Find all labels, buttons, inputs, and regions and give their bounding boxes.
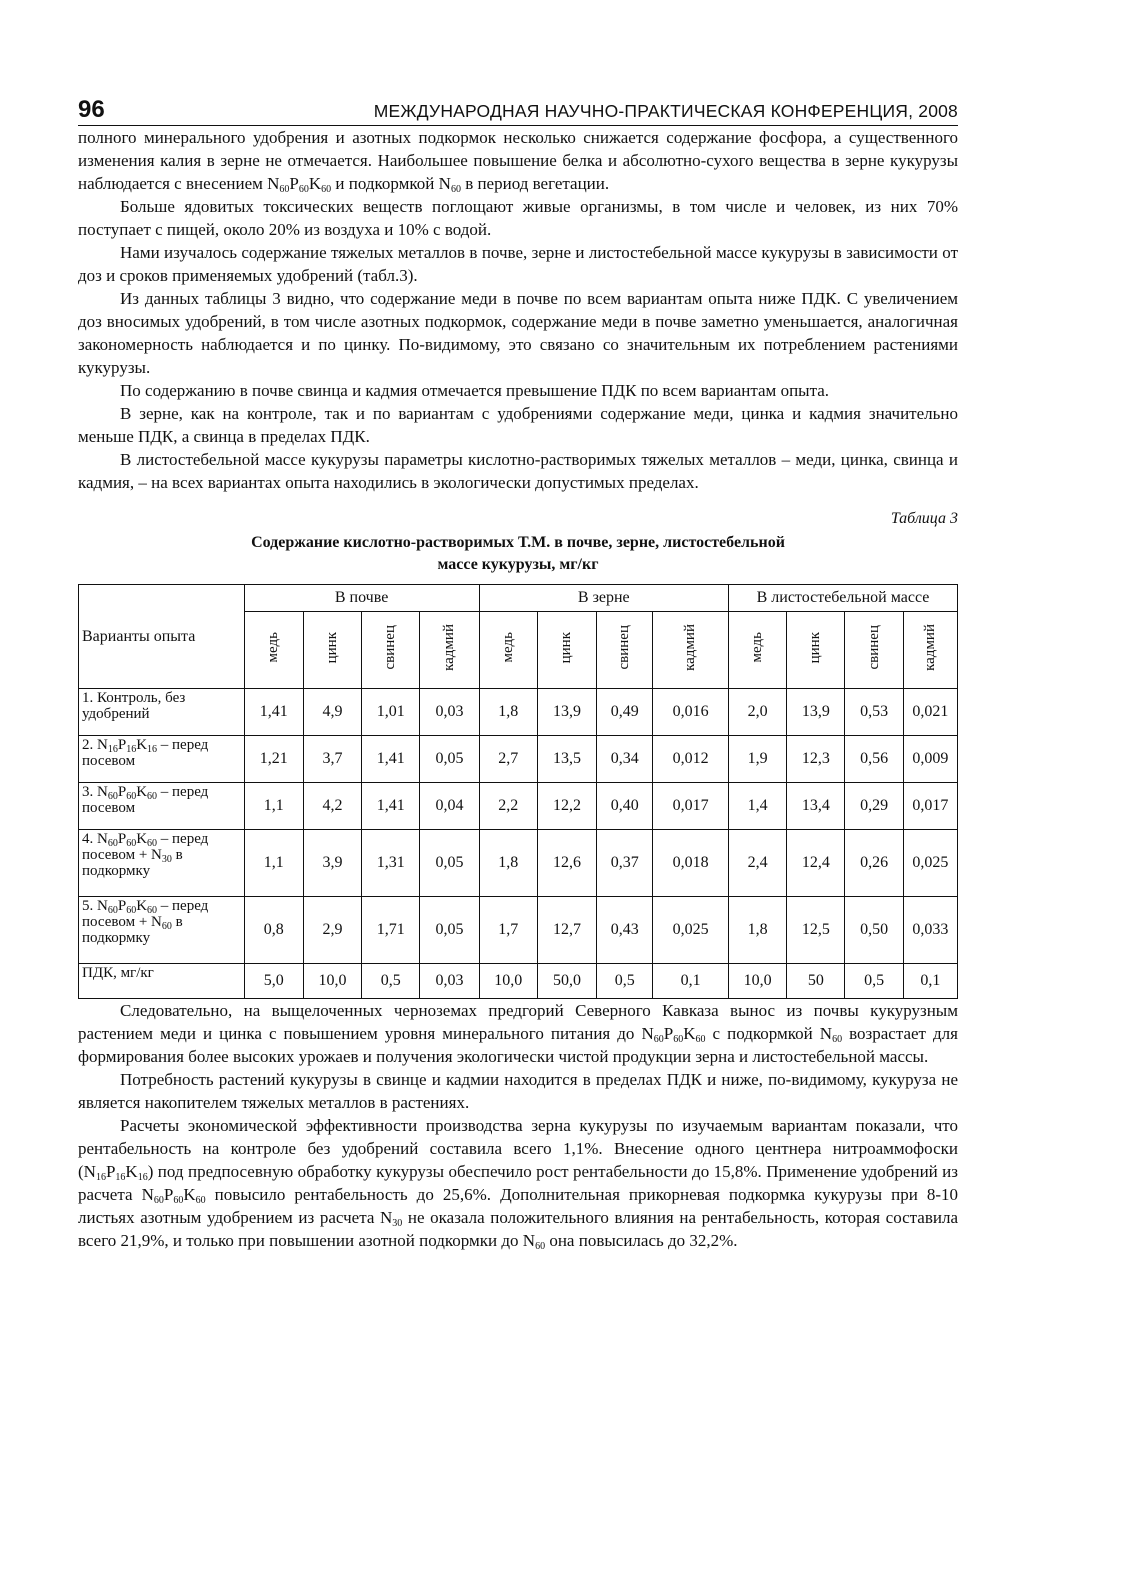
value-cell: 0,40 — [597, 783, 653, 830]
table-row — [79, 736, 958, 783]
value-cell: 3,7 — [303, 736, 361, 783]
value-cell: 2,4 — [728, 830, 786, 897]
value-cell: 1,7 — [479, 897, 537, 964]
paragraph: Потребность растений кукурузы в свинце и кадмии находится в пределах ПДК и ниже, по-видимому, кукуруза не является накопителем тяжелых металлов в растениях. — [78, 1070, 958, 1112]
value-cell: 10,0 — [479, 964, 537, 999]
value-cell: 10,0 — [728, 964, 786, 999]
value-cell: 12,6 — [537, 830, 596, 897]
value-cell: 0,43 — [597, 897, 653, 964]
value-cell: 0,025 — [653, 897, 729, 964]
paragraph: По содержанию в почве свинца и кадмия отмечается превышение ПДК по всем вариантам опыта. — [120, 381, 830, 400]
value-cell: 0,017 — [653, 783, 729, 830]
value-cell: 1,1 — [244, 783, 303, 830]
variant-cell: ПДК, мг/кг — [79, 964, 245, 999]
value-cell: 0,1 — [653, 964, 729, 999]
variant-cell: 4. $N_{60}P_{60}K_{60}$ – перед посевом + $N_{30}$ в подкормку — [79, 830, 245, 897]
value-cell: 1,8 — [479, 830, 537, 897]
paragraph: Больше ядовитых токсических веществ поглощают живые организмы, в том числе и человек, из них 70% поступает с пищей, около 20% из воздуха и 10% с водой. — [78, 197, 958, 239]
value-cell: 0,37 — [597, 830, 653, 897]
table-row — [79, 830, 958, 897]
col-header: кадмий — [903, 612, 957, 689]
value-cell: 0,49 — [597, 689, 653, 736]
value-cell: 0,05 — [420, 897, 479, 964]
page-header — [78, 98, 958, 126]
value-cell: 0,018 — [653, 830, 729, 897]
document-page — [78, 98, 958, 1252]
value-cell: 0,04 — [420, 783, 479, 830]
table-row — [79, 897, 958, 964]
table-title — [78, 532, 958, 576]
group-header-soil: В почве — [244, 585, 479, 612]
value-cell: 0,05 — [420, 830, 479, 897]
col-header: медь — [728, 612, 786, 689]
value-cell: 5,0 — [244, 964, 303, 999]
value-cell: 13,9 — [537, 689, 596, 736]
col-header: медь — [479, 612, 537, 689]
value-cell: 0,56 — [845, 736, 903, 783]
value-cell: 1,71 — [362, 897, 420, 964]
value-cell: 4,2 — [303, 783, 361, 830]
value-cell: 0,017 — [903, 783, 957, 830]
value-cell: 1,4 — [728, 783, 786, 830]
col-header: цинк — [787, 612, 845, 689]
group-header-grain: В зерне — [479, 585, 728, 612]
table-title-line: массе кукурузы, мг/кг — [437, 556, 599, 573]
col-header: кадмий — [653, 612, 729, 689]
paragraph: Расчеты экономической эффективности производства зерна кукурузы по изучаемым вариантам показали, что рентабельность на контроле без удобрений составила всего 1,1%. Внесение одного центнера нитроаммофоски $(N_{16}P_{16}K_{16})$ под предпосевную обработку кукурузы обеспечило рост рентабельности до 15,8%. Применение удобрений из расчета $N_{60}P_{60}K_{60}$ повысило рентабельность до 25,6%. Дополнительная прикорневая подкормка кукурузы при 8-10 листьях азотным удобрением из расчета $N_{30}$ не оказала положительного влияния на рентабельность, которая составила всего 21,9%, и только при повышении азотной подкормки до $N_{60}$ она повысилась до 32,2%. — [78, 1116, 959, 1252]
value-cell: 0,033 — [903, 897, 957, 964]
paragraph: В листостебельной массе кукурузы параметры кислотно-растворимых тяжелых металлов – меди, цинка, свинца и кадмия, – на всех вариантах опыта находились в экологически допустимых пределах. — [78, 450, 958, 492]
value-cell: 4,9 — [303, 689, 361, 736]
page-number: 96 — [78, 96, 105, 123]
value-cell: 0,26 — [845, 830, 903, 897]
value-cell: 12,4 — [787, 830, 845, 897]
table-row — [79, 689, 958, 736]
value-cell: 0,03 — [420, 964, 479, 999]
value-cell: 0,34 — [597, 736, 653, 783]
value-cell: 1,41 — [244, 689, 303, 736]
value-cell: 3,9 — [303, 830, 361, 897]
paragraph: Нами изучалось содержание тяжелых металлов в почве, зерне и листостебельной массе кукурузы в зависимости от доз и сроков применяемых удобрений (табл.3). — [78, 243, 958, 285]
value-cell: 1,8 — [479, 689, 537, 736]
value-cell: 0,012 — [653, 736, 729, 783]
value-cell: 0,021 — [903, 689, 957, 736]
value-cell: 0,025 — [903, 830, 957, 897]
value-cell: 0,50 — [845, 897, 903, 964]
row-header: Варианты опыта — [79, 585, 245, 689]
value-cell: 12,5 — [787, 897, 845, 964]
variant-cell: 2. $N_{16}P_{16}K_{16}$ – перед посевом — [79, 736, 245, 783]
variant-cell: 3. $N_{60}P_{60}K_{60}$ – перед посевом — [79, 783, 245, 830]
table-row — [79, 783, 958, 830]
group-header-leaf-stem: В листостебельной массе — [728, 585, 957, 612]
value-cell: 0,05 — [420, 736, 479, 783]
table-label: Таблица 3 — [890, 510, 958, 527]
value-cell: 12,7 — [537, 897, 596, 964]
value-cell: 12,3 — [787, 736, 845, 783]
value-cell: 13,9 — [787, 689, 845, 736]
value-cell: 50 — [787, 964, 845, 999]
value-cell: 1,01 — [362, 689, 420, 736]
value-cell: 13,5 — [537, 736, 596, 783]
paragraph: Из данных таблицы 3 видно, что содержание меди в почве по всем вариантам опыта ниже ПДК. С увеличением доз вносимых удобрений, в том числе азотных подкормок, содержание меди в почве заметно уменьшается, аналогичная закономерность наблюдается и по цинку. По-видимому, это связано со значительным их потреблением растениями кукурузы. — [78, 289, 958, 377]
value-cell: 0,5 — [845, 964, 903, 999]
value-cell: 1,31 — [362, 830, 420, 897]
table-row — [79, 964, 958, 999]
value-cell: 0,009 — [903, 736, 957, 783]
value-cell: 10,0 — [303, 964, 361, 999]
value-cell: 1,9 — [728, 736, 786, 783]
value-cell: 1,41 — [362, 783, 420, 830]
value-cell: 12,2 — [537, 783, 596, 830]
value-cell: 1,8 — [728, 897, 786, 964]
value-cell: 0,5 — [362, 964, 420, 999]
value-cell: 50,0 — [537, 964, 596, 999]
variant-cell: 1. Контроль, без удобрений — [79, 689, 245, 736]
col-header: кадмий — [420, 612, 479, 689]
paragraph: полного минерального удобрения и азотных подкормок несколько снижается содержание фосфора, а существенного изменения калия в зерне не отмечается. Наибольшее повышение белка и абсолютно-сухого вещества в зерне кукурузы наблюдается с внесением $N_{60}P_{60}K_{60}$ и подкормкой $N_{60}$ в период вегетации. — [78, 128, 958, 195]
value-cell: 13,4 — [787, 783, 845, 830]
col-header: цинк — [303, 612, 361, 689]
col-header: свинец — [845, 612, 903, 689]
value-cell: 0,03 — [420, 689, 479, 736]
value-cell: 2,7 — [479, 736, 537, 783]
paragraph: В зерне, как на контроле, так и по вариантам с удобрениями содержание меди, цинка и кадмия значительно меньше ПДК, а свинца в пределах ПДК. — [78, 404, 958, 446]
value-cell: 1,21 — [244, 736, 303, 783]
value-cell: 2,9 — [303, 897, 361, 964]
col-header: свинец — [362, 612, 420, 689]
value-cell: 1,1 — [244, 830, 303, 897]
metals-table — [78, 584, 958, 999]
value-cell: 0,53 — [845, 689, 903, 736]
variant-cell: 5. $N_{60}P_{60}K_{60}$ – перед посевом + $N_{60}$ в подкормку — [79, 897, 245, 964]
paragraph: Следовательно, на выщелоченных черноземах предгорий Северного Кавказа вынос из почвы кукурузным растением меди и цинка с повышением уровня минерального питания до $N_{60}P_{60}K_{60}$ с подкормкой $N_{60}$ возрастает для формирования более высоких урожаев и получения экологически чистой продукции зерна и листостебельной массы. — [78, 1001, 958, 1066]
value-cell: 2,0 — [728, 689, 786, 736]
value-cell: 0,016 — [653, 689, 729, 736]
value-cell: 0,1 — [903, 964, 957, 999]
value-cell: 0,29 — [845, 783, 903, 830]
col-header: свинец — [597, 612, 653, 689]
value-cell: 0,8 — [244, 897, 303, 964]
running-head: МЕЖДУНАРОДНАЯ НАУЧНО-ПРАКТИЧЕСКАЯ КОНФЕРЕНЦИЯ, 2008 — [373, 101, 958, 121]
table-title-line: Содержание кислотно-растворимых Т.М. в почве, зерне, листостебельной — [251, 534, 785, 551]
value-cell: 0,5 — [597, 964, 653, 999]
col-header: медь — [244, 612, 303, 689]
col-header: цинк — [537, 612, 596, 689]
value-cell: 1,41 — [362, 736, 420, 783]
value-cell: 2,2 — [479, 783, 537, 830]
